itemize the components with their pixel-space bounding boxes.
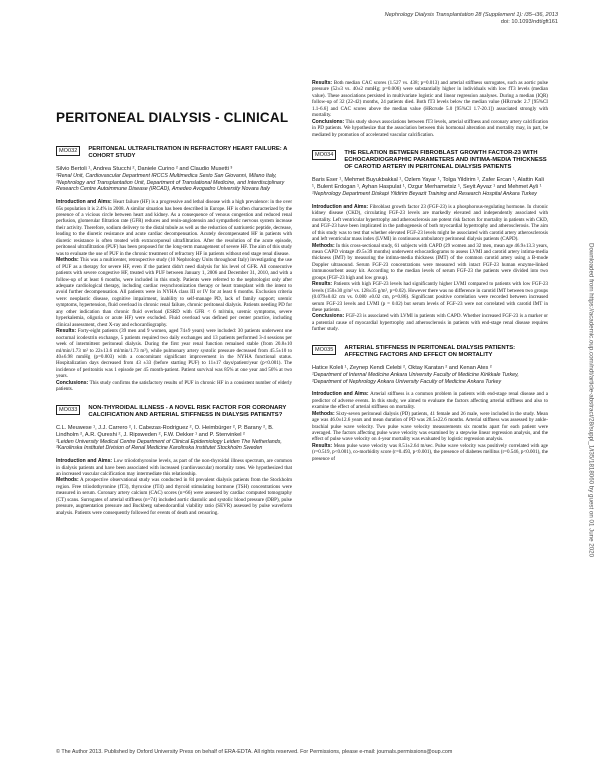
abstract-affiliation: ¹Renal Unit, Cardiovascular Department IRCCS Multimedica Sesto San Giovanni, Milano Italy, ²Nephrology and Transplantation Unit, Department of Translational Medicine, and Interdisciplinary Research Centre Autoimmune Disease (IRCAD), Amedeo Avogadro University Novara Italy [56, 173, 285, 193]
abstract-mo032 [56, 146, 292, 393]
left-column [56, 146, 292, 523]
abstract-title: PERITONEAL ULTRAFILTRATION IN REFRACTORY HEART FAILURE: A COHORT STUDY [88, 146, 288, 159]
abstract-conclusions: Conclusions: This study confirms the satisfactory results of PUF in chronic HF in a consistent number of elderly patients. [56, 379, 293, 393]
abstract-results: Results: Forty-eight patients (39 men and 9 women, aged 74±9 years) were included: 30 patients underwent one nocturnal icodextrin exchange, 5 patients required two daily exchanges and 13 patients performed 3-4 sessions per week of intermittent peritoneal dialysis. During the first year renal function remained stable (from 20.8±10 ml/min/1.73 m² to 22±13.6 ml/min/1.73 m²), while pulmonary artery systolic pressure decreased from 45.5±10 to 40±6.98 mmHg (p=0.003) with a concomitant significant improvement in the NYHA functional status. Hospitalization days decreased from 43 ±33 (before starting PUF) to 11±17 days/patient/year (p<0.001). The incidence of peritonitis was 1 episode per 45 month-patient. Patient survival was 85% at one year and 56% at two years. [56, 328, 293, 380]
abstract-affiliation: ¹Nephrology Department Diskapi Yildirim Beyazit Training and Research Hospital Ankara Turkey [312, 191, 537, 198]
abstract-code: MO034 [312, 150, 336, 160]
abstract-code: MO035 [312, 345, 336, 355]
download-sidebar [586, 180, 596, 620]
abstract-authors: Hatice Koleli ¹, Zeynep Kendi Celebi ², Oktay Karatan ² and Kenan Ates ² [312, 364, 492, 371]
abstract-results: Results: Patients with high FGF-23 levels had significantly higher LVMI compared to patients with low FGF-23 levels (150±30 g/m² vs. 128±35 g/m², p=0.02). However there was no difference in carotid IMT between two groups (0.079±0.02 cm vs. 0.080 ±0.02 cm, p=0.86). Significant positive correlation were recorded between increased serum FGF-23 levels and LVMI (p = 0.02) but serum levels of FGF-23 were not correlated with carotid IMT in these patients. [312, 281, 548, 314]
abstract-intro: Introduction and Aims: Heart failure (HF) is a progressive and lethal disease with a high prevalence: in the over 65s population it is 2.4% in 2008. A similar situation has been described in Europe. HF is often characterized by the presence of a vicious circle between heart and kidney. As a consequence of venous congestion and reduced renal perfusion, glomerular filtration rate (GFR) reduces and renin-angiotensin and sympathetic nervous system increase their activity. Therefore, sodium delivery to the distal tubule as well as the reduction of natriuretic peptide, decrease, leading to the diuretic resistance and acute cardiac decompensation. Acutely decompensated HF in patients with diuretic resistance is often treated with extracorporeal ultrafiltration. After the resolution of the acute episode, peritoneal ultrafiltration (PUF) has been proposed for the long-term management of severe HF. The aim of this study was to evaluate the use of PUF in the chronic treatment of refractory HF in patients without end stage renal disease. [56, 199, 293, 257]
abstract-affiliation: ¹Department of Internal Medicine Ankara University Faculty of Medicine Kirikkale Turkey, ²Department of Nephrology Ankara University Faculty of Medicine Ankara Turkey [312, 371, 519, 385]
abstract-conclusions: Conclusions: This study shows associations between fT3 levels, arterial stiffness and coronary artery calcification in PD patients. We hypothesize that the association between this hormonal alteration and mortality may, in part, be mediated by promotion of accelerated vascular calcification. [312, 118, 548, 138]
abstract-methods: Methods: This was a multicenter, retrospective study (10 Nephrology Units throughout Italy) investigating the use of PUF as a therapy for severe HF, even if the patient didn't need dialysis for his level of GFR. All consecutive patients with severe congestive HF, treated with PUF between January 1, 2006 and December 31, 2010, and with a follow-up of at least 6 months, were included in this study. Patients were referred to the nephrologist only after adequate cardiological therapy, including cardiac resynchronization therapy or heart transplant with the intent to avoid further decompensation. All patients were in NYHA class III or IV for at least 6 months. Exclusion criteria were: neoplastic disease, cognitive impairment, inability to self-manage PD, lack of family support; uremic symptoms, hypertension, fluid overload in chronic renal failure, chronic peritoneal dialysis. Patients needing PD for any other indication than chronic fluid overload (ESRD with GFR < 6 ml/min, uremic symptoms, severe hyperkalemia, oliguria or acute HF) were excluded. Fluid overload was defined per center practice, including clinical assessment, chest X-ray and echocardiography. [56, 257, 293, 328]
abstract-conclusions: Conclusions: FGF-23 is associated with LVMI in patients with CAPD. Whether increased FGF-23 is a marker or a potential cause of myocardial hypertrophy and atherosclerosis in patients with end-stage renal disease requires further study. [312, 313, 548, 333]
abstract-intro: Introduction and Aims: Arterial stiffness is a common problem in patients with end-stage renal disease and a predictor of adverse events. In this study, we aimed to evaluate the factors affecting arterial stiffness and also to examine the effect of arterial stiffness on mortality. [312, 391, 548, 411]
abstract-title: ARTERIAL STIFFNESS IN PERITONEAL DIALYSIS PATIENTS: AFFECTING FACTORS AND EFFECT ON MORTALITY [344, 344, 516, 358]
section-title: PERITONEAL DIALYSIS - CLINICAL [56, 110, 289, 125]
journal-doi: doi: 10.1093/ndt/gft161 [500, 19, 558, 26]
abstract-mo033 [56, 405, 292, 516]
abstract-methods: Methods: Sixty-seven peritoneal dialysis (PD) patients, 41 female and 26 male, were included in the study. Mean age was 46.0±12.6 years and mean duration of PD was 28.5±22.6 months. Arterial stiffness was assessed by ankle-brachial pulse wave velocity. Two pulse wave velocity measurements six months apart for each patient were averaged. The factors affecting pulse wave velocity was examined by a stepwise linear regression analysis, and the effect of pulse wave velocity on 4-year mortality was evaluated by logistic regression analysis. [312, 410, 548, 443]
abstract-mo035 [312, 345, 548, 462]
journal-header [385, 12, 558, 27]
abstract-intro: Introduction and Aims: Fibroblast growth factor 23 (FGF-23) is a phosphorous-regulating hormone. In chronic kidney disease (CKD), circulating FGF-23 levels are markedly elevated and independently associated with mortality. Left ventricular hypertrophy and atherosclerosis are potent risk factors for mortality in patients with CKD, and FGF-23 have been implicated in the pathogenesis of both myocardial hypertrophy and atherosclerosis. The aim of this study was to test that whether elevated FGF-23 levels might be associated with carotid artery atherosclerosis and left ventricular mass index (LVMI) in continuous ambulatory peritoneal dialysis patients (CAPD). [312, 203, 549, 243]
download-note: Downloaded from https://academic.oup.com/ndt/article-abstract/28/suppl_1/i35/1818060 by guest on 01 June 2020 [587, 242, 595, 558]
abstract-title: THE RELATION BETWEEN FIBROBLAST GROWTH FACTOR-23 WITH ECHOCARDIOGRAPHIC PARAMETERS AND INTIMA-MEDIA THICKNESS OF CAROTID ARTERY IN PERITONEAL DIALYSIS PATIENTS [344, 150, 547, 171]
abstract-mo034 [312, 150, 548, 333]
abstract-results: Results: Both median CAC scores (1.527 vs. 438; p=0.013) and arterial stiffness surrogates, such as aortic pulse pressure (52±3 vs. 40±2 mmHg; p=0.006) were substantially higher in individuals with low fT3 levels (median value). These associations persisted in multivariate logistic and linear regression analyses. During a median (IQR) follow-up of 32 (22-42) months, 24 patients died. Both fT3 levels below the median value (HRcrude: 2.7 [95%CI 1.1-6.6] and CAC scores above the median value (HRcrude 5.0 [95%CI 1.7-20.1]) associated strongly with mortality. [312, 80, 549, 119]
abstract-methods: Methods: A prospective observational study was conducted in 84 prevalent dialysis patients from the Stockholm region. Free triiodothyronine (fT3), thyroxine (fT4) and thyroid stimulating hormone (TSH) concentrations were measured in serum. Coronary artery calcium (CAC) scores (n=66) were assessed by cardiac computed tomography (CT) scans. Surrogates of arterial stiffness (n=74) included aortic diastolic and systolic blood pressure (DBP), pulse pressure, augmentation pressure and Buckberg subendocardial viability ratio (SEVR) assessed by pulse waveform analysis. Patients were consequently followed for events of death and censoring. [56, 477, 292, 516]
abstract-methods: Methods: In this cross-sectional study, 61 subjects with CAPD (29 women and 32 men, mean age 46.9±13.3 years, mean CAPD vintage 49.5±39 months) underwent echocardiograms to assess LVMI and carotid artery intima-media thickness (IMT) by measuring the intima-media thickness (IMT) of the common carotid artery using a B-mode Doppler ultrasound. Serum FGF-23 concentrations were measured with intact FGF-23 human enzyme-linked immunosorbent assay kit. According to the median levels of serum FGF-23 the patients were divided into two groups (FGF-23 high and low group). [312, 242, 549, 281]
abstract-authors: C.L. Meuwese ¹, J.J. Carrero ², I. Cabezas-Rodriguez ², O. Heimbürger ², P. Barany ², B. Lindholm ², A.R. Qureshi ², J. Ripsweden ², F.W. Dekker ¹ and P. Stenvinkel ² [56, 424, 274, 438]
abstract-code: MO032 [56, 146, 80, 156]
abstract-mo033-continued [312, 80, 548, 138]
abstract-affiliation: ¹Leiden University Medical Centre Department of Clinical Epidemiology Leiden The Netherlands, ²Karolinska Institutet Division of Renal Medicine Karolinska Institutet Stockholm Sweden [56, 438, 282, 452]
abstract-results: Results: Mean pulse wave velocity was 8.51±2.64 m/sec. Pulse wave velocity was positively correlated with age (r=0.519, p<0.001), co-morbidity score (r=0.493, p<0.001), the presence of diabetes mellitus (r=0.546, p<0.001), the presence of [312, 442, 548, 462]
journal-citation: Nephrology Dialysis Transplantation 28 (Supplement 1): i35–i36, 2013 [384, 12, 558, 18]
copyright-footer: © The Author 2013. Published by Oxford University Press on behalf of ERA-EDTA. All rights reserved. For Permissions, please e-mail: journals.permissions@oup.com [56, 749, 453, 755]
abstract-code: MO033 [56, 405, 80, 415]
abstract-intro: Introduction and Aims: Low triiodothyronine levels, as part of the non-thyroidal illness spectrum, are common in dialysis patients and have been associated with increased (cardiovascular) mortality rates. We hypothesized that an increased vascular calcification may intermediate this relationship. [56, 458, 293, 478]
abstract-authors: Baris Eser ¹, Mehmet Buyukbakkal ¹, Ozlem Yayar ¹, Tolga Yildirim ¹, Zafer Ercan ¹, Alattin Kali ¹, Bulent Erdogan ¹, Ayhan Haspulat ¹, Ozgur Merhametsiz ¹, Seyit Ayvaz ¹ and Mehmet Ayli ¹ [312, 177, 544, 191]
abstract-title: NON-THYROIDAL ILLNESS - A NOVEL RISK FACTOR FOR CORONARY CALCIFICATION AND ARTERIAL STIFFNESS IN DIALYSIS PATIENTS? [88, 404, 287, 418]
right-column [312, 80, 548, 469]
abstract-authors: Silvio Bertoli ¹, Andrea Stucchi ², Daniele Curino ² and Claudio Musetti ³ [56, 166, 233, 172]
